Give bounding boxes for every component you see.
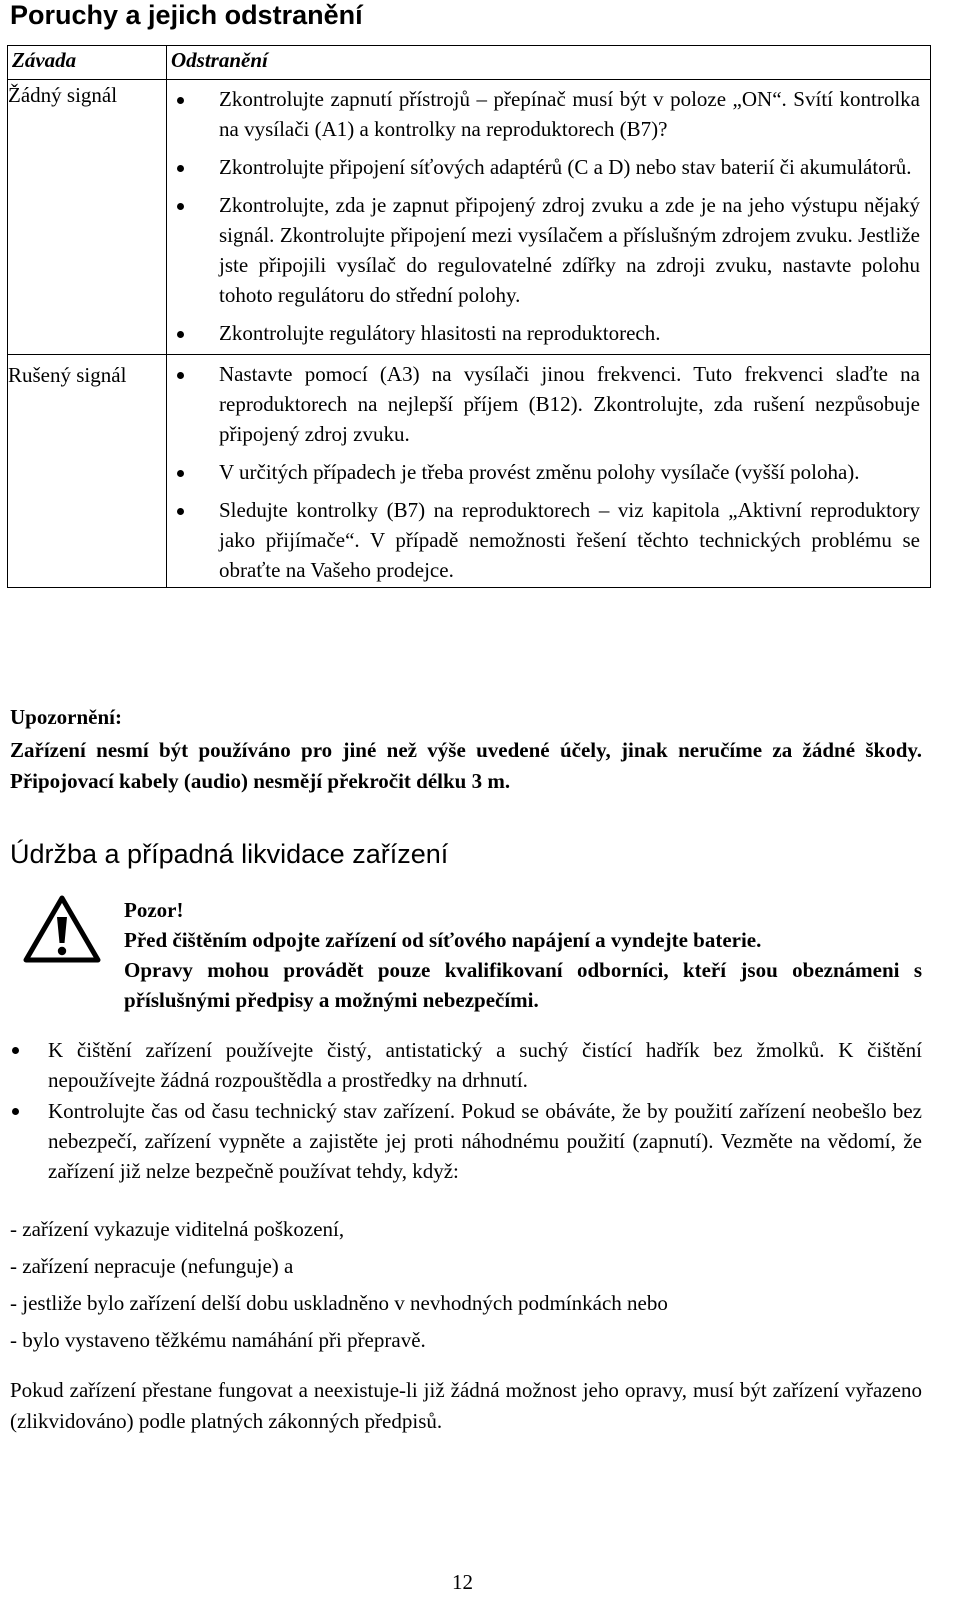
table-header-row	[8, 46, 931, 80]
fix-text: Zkontrolujte regulátory hlasitosti na reproduktorech.	[219, 321, 661, 345]
bullet-icon	[177, 508, 184, 515]
list-item	[10, 1035, 922, 1095]
table-row	[8, 80, 931, 355]
column-header-fault: Závada	[8, 46, 167, 80]
condition-item: - bylo vystaveno těžkému namáhání při přepravě.	[10, 1328, 426, 1352]
fix-text: Nastavte pomocí (A3) na vysílači jinou frekvenci. Tuto frekvenci slaďte na reproduktorech na nejlepší příjem (B12). Zkontrolujte, zda rušení nezpůsobuje připojený zdroj zvuku.	[219, 362, 920, 446]
bullet-icon	[177, 470, 184, 477]
maintenance-list	[10, 1035, 922, 1187]
fix-text: Zkontrolujte, zda je zapnut připojený zdroj zvuku a zde je na jeho výstupu nějaký signál. Zkontrolujte připojení mezi vysílačem a příslušným zdrojem zvuku. Jestliže jste připojili vysílač do regulovatelné zdířky na zdroji zvuku, nastavte polohu tohoto regulátoru do střední polohy.	[219, 193, 920, 307]
fix-text: Zkontrolujte zapnutí přístrojů – přepínač musí být v poloze „ON“. Svítí kontrolka na vysílači (A1) a kontrolky na reproduktorech (B7)?	[219, 87, 920, 141]
bullet-icon	[177, 97, 184, 104]
page-number: 12	[452, 1570, 473, 1594]
caution-title: Pozor!	[124, 898, 184, 922]
bullet-icon	[177, 331, 184, 338]
warning-text: Zařízení nesmí být používáno pro jiné než výše uvedené účely, jinak neručíme za žádné škody. Připojovací kabely (audio) nesmějí překročit délku 3 m.	[10, 738, 922, 793]
caution-line-2: Opravy mohou provádět pouze kvalifikovaní odborníci, kteří jsou obeznámeni s příslušnými předpisy a možnými nebezpečími.	[124, 958, 922, 1012]
conditions-list	[10, 1214, 668, 1362]
fix-item	[167, 457, 930, 487]
faults-table	[7, 45, 931, 588]
fix-item	[167, 318, 930, 348]
fault-cell: Žádný signál	[8, 80, 167, 355]
condition-item: - zařízení nepracuje (nefunguje) a	[10, 1254, 294, 1278]
column-header-fix: Odstranění	[167, 46, 931, 80]
fix-text: V určitých případech je třeba provést změnu polohy vysílače (vyšší poloha).	[219, 460, 860, 484]
bullet-icon	[177, 165, 184, 172]
caution-line-1: Před čištěním odpojte zařízení od síťového napájení a vyndejte baterie.	[124, 928, 762, 952]
fix-item	[167, 190, 930, 310]
fix-item	[167, 359, 930, 449]
table-row	[8, 355, 931, 588]
section-title-maintenance: Údržba a případná likvidace zařízení	[10, 839, 449, 869]
bullet-icon	[177, 203, 184, 210]
fix-item	[167, 84, 930, 144]
section-title-faults: Poruchy a jejich odstranění	[10, 0, 363, 30]
list-item-text: Kontrolujte čas od času technický stav zařízení. Pokud se obáváte, že by použití zařízení neobešlo bez nebezpečí, zařízení vypněte a zajistěte jej proti náhodnému použití (zapnutí). Vezměte na vědomí, že zařízení již nelze bezpečně používat tehdy, když:	[48, 1099, 922, 1183]
bullet-icon	[12, 1047, 19, 1054]
fixes-cell	[167, 355, 931, 588]
bullet-icon	[177, 372, 184, 379]
list-item	[10, 1096, 922, 1186]
condition-item: - zařízení vykazuje viditelná poškození,	[10, 1217, 345, 1241]
condition-item: - jestliže bylo zařízení delší dobu uskladněno v nevhodných podmínkách nebo	[10, 1291, 668, 1315]
caution-block	[124, 895, 922, 1015]
fault-cell: Rušený signál	[8, 355, 167, 588]
warning-title: Upozornění:	[10, 705, 122, 729]
fix-text: Zkontrolujte připojení síťových adaptérů (C a D) nebo stav baterií či akumulátorů.	[219, 155, 912, 179]
fix-item	[167, 495, 930, 585]
bullet-icon	[12, 1108, 19, 1115]
fixes-cell	[167, 80, 931, 355]
fix-text: Sledujte kontrolky (B7) na reproduktorech – viz kapitola „Aktivní reproduktory jako přijímače“. V případě nemožnosti řešení těchto technických problému se obraťte na Vašeho prodejce.	[219, 498, 920, 582]
fix-item	[167, 152, 930, 182]
disposal-paragraph: Pokud zařízení přestane fungovat a neexistuje-li již žádná možnost jeho opravy, musí být zařízení vyřazeno (zlikvidováno) podle platných zákonných předpisů.	[10, 1378, 922, 1433]
list-item-text: K čištění zařízení používejte čistý, antistatický a suchý čistící hadřík bez žmolků. K čištění nepoužívejte žádná rozpouštědla a prostředky na drhnutí.	[48, 1038, 922, 1092]
warning-triangle-icon	[22, 893, 102, 965]
